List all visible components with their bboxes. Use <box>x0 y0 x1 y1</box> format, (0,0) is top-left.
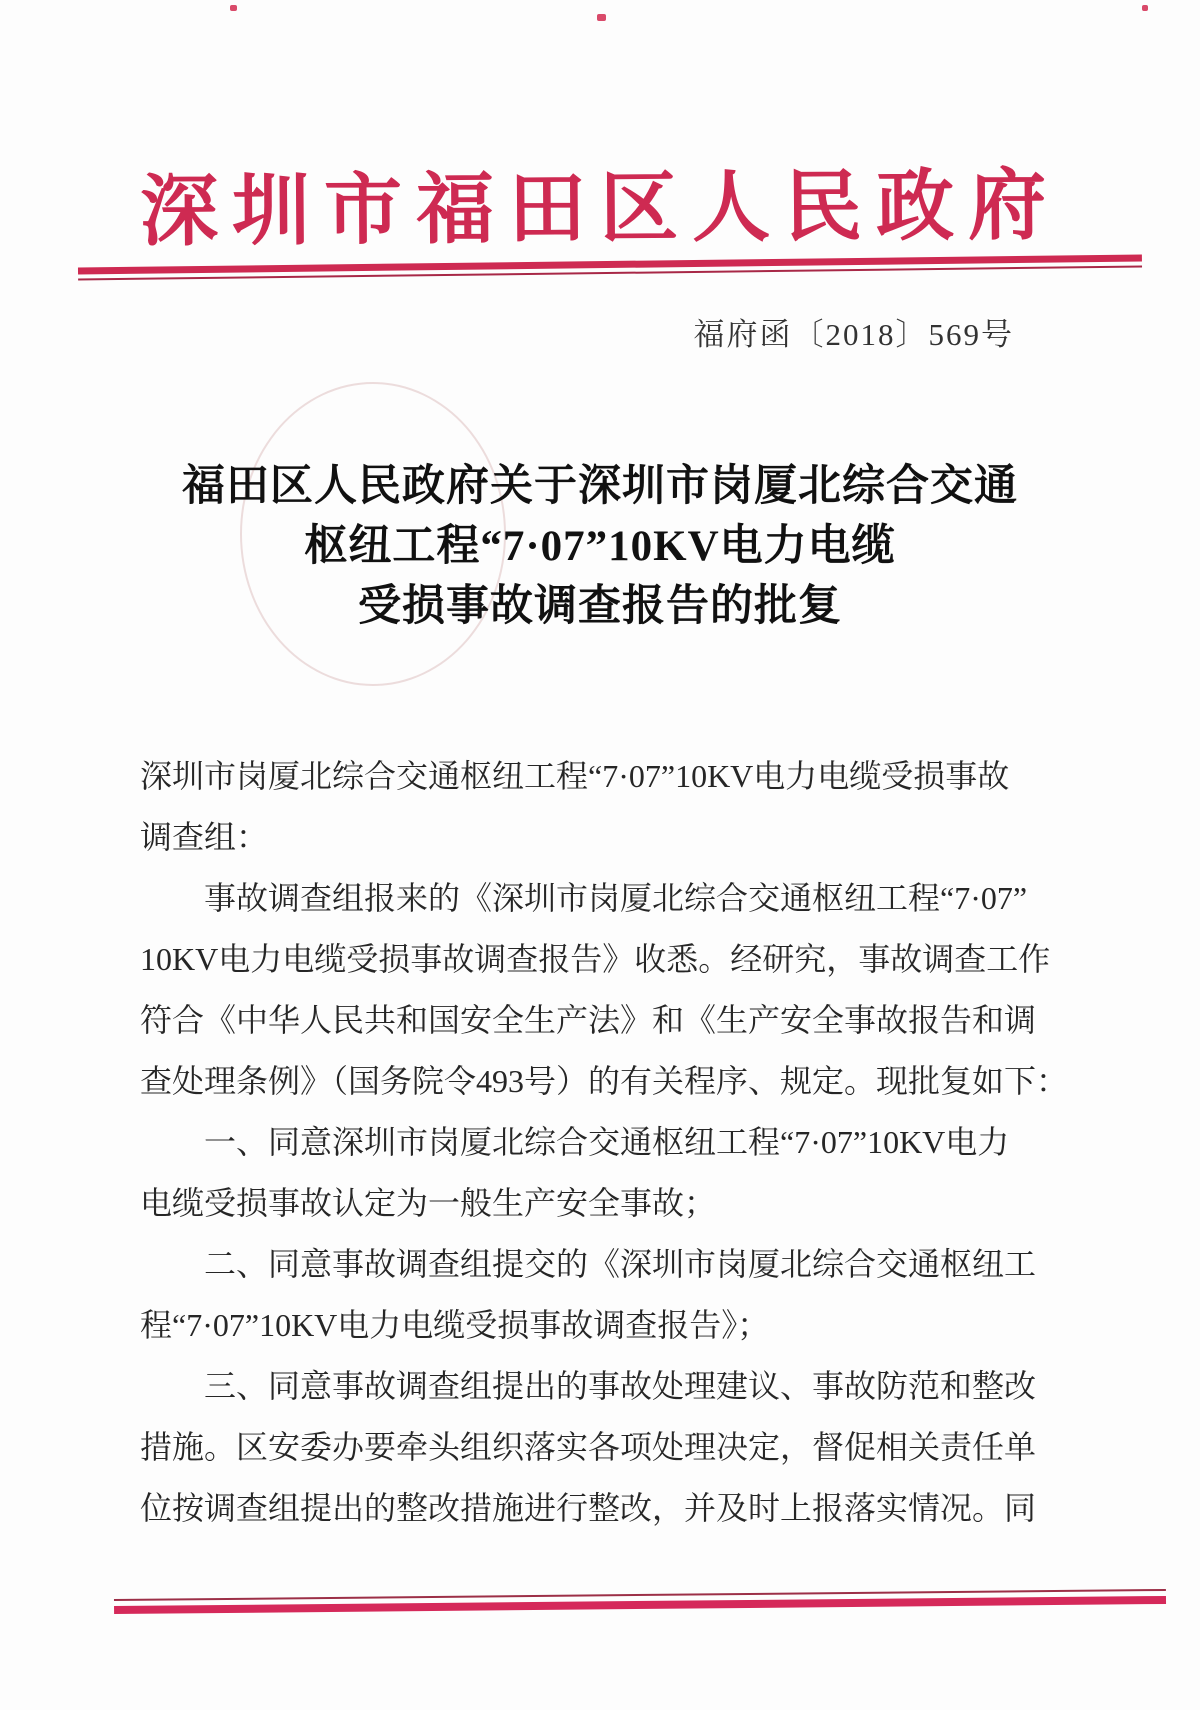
body-line: 深圳市岗厦北综合交通枢纽工程“7·07”10KV电力电缆受损事故 <box>140 758 1010 794</box>
body-line: 查处理条例》（国务院令493号）的有关程序、规定。现批复如下： <box>140 1063 1069 1099</box>
scan-speck <box>230 5 237 11</box>
body-line: 三、同意事故调查组提出的事故处理建议、事故防范和整改 <box>204 1368 1037 1404</box>
agency-letterhead: 深圳市福田区人民政府 <box>139 161 1061 256</box>
body-line: 电缆受损事故认定为一般生产安全事故； <box>140 1185 717 1221</box>
body-line: 位按调查组提出的整改措施进行整改，并及时上报落实情况。同 <box>140 1490 1037 1526</box>
body-line: 符合《中华人民共和国安全生产法》和《生产安全事故报告和调 <box>140 1002 1037 1038</box>
document-body <box>140 746 1069 1539</box>
body-line: 程“7·07”10KV电力电缆受损事故调查报告》； <box>140 1307 770 1343</box>
document-title <box>0 457 1200 637</box>
body-line: 事故调查组报来的《深圳市岗厦北综合交通枢纽工程“7·07” <box>204 880 1028 916</box>
body-line: 二、同意事故调查组提交的《深圳市岗厦北综合交通枢纽工 <box>204 1246 1037 1282</box>
title-line: 受损事故调查报告的批复 <box>358 583 842 630</box>
title-line: 枢纽工程“7·07”10KV电力电缆 <box>304 523 896 570</box>
document-number: 福府函〔2018〕569号 <box>693 317 1014 352</box>
title-line: 福田区人民政府关于深圳市岗厦北综合交通 <box>182 463 1018 510</box>
footer-rule <box>114 1589 1166 1614</box>
body-line: 10KV电力电缆受损事故调查报告》收悉。经研究，事故调查工作 <box>140 941 1051 977</box>
scan-speck <box>1142 5 1148 11</box>
body-line: 调查组： <box>140 819 269 855</box>
body-line: 一、同意深圳市岗厦北综合交通枢纽工程“7·07”10KV电力 <box>204 1124 1010 1160</box>
scan-speck <box>597 14 606 21</box>
body-line: 措施。区安委办要牵头组织落实各项处理决定，督促相关责任单 <box>140 1429 1037 1465</box>
